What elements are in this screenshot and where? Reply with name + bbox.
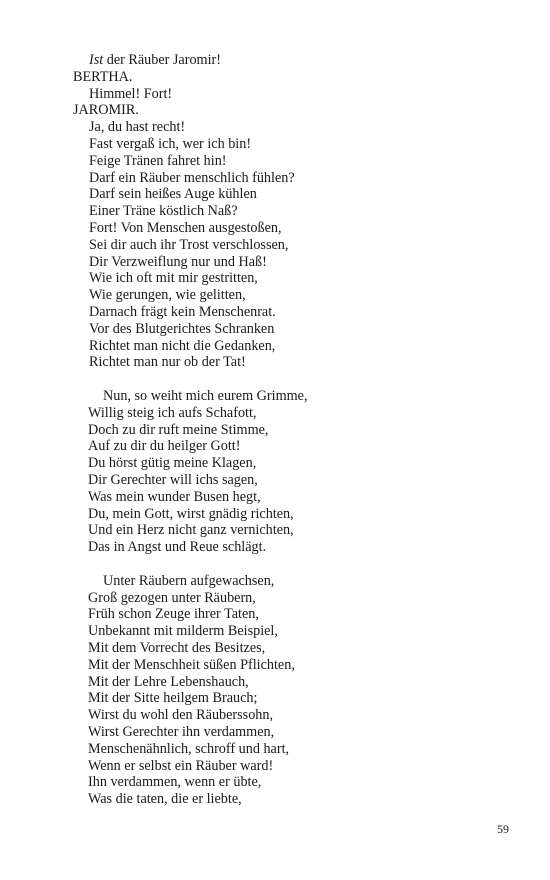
verse-line (88, 405, 256, 422)
line-text: Sei dir auch ihr Trost verschlossen, (89, 237, 289, 253)
line-text: Willig steig ich aufs Schafott, (88, 405, 257, 421)
line-text: Einer Träne köstlich Naß? (89, 203, 238, 219)
line-text: Himmel! Fort! (89, 86, 173, 102)
verse-line (88, 707, 273, 724)
line-text: Du, mein Gott, wirst gnädig richten, (88, 506, 294, 522)
line-text: Darnach frägt kein Menschenrat. (89, 304, 276, 320)
verse-line (89, 354, 246, 371)
verse-line (89, 86, 172, 103)
verse-line (89, 119, 185, 136)
verse-line (88, 791, 242, 808)
line-text: Wie ich oft mit mir gestritten, (89, 270, 258, 286)
verse-line (89, 52, 221, 69)
line-text: Groß gezogen unter Räubern, (88, 590, 256, 606)
verse-line (88, 741, 289, 758)
verse-line (89, 153, 227, 170)
line-text: Du hörst gütig meine Klagen, (88, 455, 257, 471)
verse-line (88, 422, 268, 439)
verse-line (88, 657, 295, 674)
verse-line (89, 136, 251, 153)
line-text: Vor des Blutgerichtes Schranken (89, 321, 275, 337)
line-text: Wenn er selbst ein Räuber ward! (88, 758, 274, 774)
verse-line (88, 724, 274, 741)
line-text: Wirst du wohl den Räuberssohn, (88, 707, 274, 723)
line-text: Unbekannt mit milderm Beispiel, (88, 623, 278, 639)
verse-line (88, 640, 265, 657)
line-text: Dir Gerechter will ichs sagen, (88, 472, 258, 488)
verse-line (88, 623, 278, 640)
line-text: Richtet man nicht die Gedanken, (89, 338, 276, 354)
line-text: Was die taten, die er liebte, (88, 791, 242, 807)
line-text: Darf ein Räuber menschlich fühlen? (89, 170, 295, 186)
line-text: Früh schon Zeuge ihrer Taten, (88, 606, 259, 622)
speaker-name (73, 69, 132, 86)
line-text: Unter Räubern aufgewachsen, (103, 573, 275, 589)
line-text: Dir Verzweiflung nur und Haß! (89, 254, 267, 270)
verse-line (88, 472, 258, 489)
verse-line (89, 287, 246, 304)
verse-line (89, 203, 238, 220)
line-text: Mit der Sitte heilgem Brauch; (88, 690, 258, 706)
verse-line (89, 338, 275, 355)
line-text: Mit der Lehre Lebenshauch, (88, 674, 249, 690)
verse-line (88, 455, 256, 472)
line-text: JAROMIR. (73, 102, 139, 118)
verse-line (89, 321, 274, 338)
verse-line (88, 539, 266, 556)
line-text: der Räuber Jaromir! (103, 52, 221, 68)
emphasized-word: Ist (89, 52, 104, 68)
verse-line (88, 606, 259, 623)
line-text: Nun, so weiht mich eurem Grimme, (103, 388, 308, 404)
verse-line (89, 170, 295, 187)
line-text: Richtet man nur ob der Tat! (89, 354, 246, 370)
line-text: Ihn verdammen, wenn er übte, (88, 774, 262, 790)
speaker-name (73, 102, 139, 119)
verse-line (88, 522, 294, 539)
line-text: BERTHA. (73, 69, 133, 85)
line-text: Wirst Gerechter ihn verdammen, (88, 724, 275, 740)
line-text: Mit dem Vorrecht des Besitzes, (88, 640, 266, 656)
line-text: Wie gerungen, wie gelitten, (89, 287, 246, 303)
verse-line (103, 573, 274, 590)
line-text: Darf sein heißes Auge kühlen (89, 186, 257, 202)
verse-line (88, 489, 261, 506)
page-number: 59 (497, 822, 509, 836)
line-text: Mit der Menschheit süßen Pflichten, (88, 657, 295, 673)
line-text: Auf zu dir du heilger Gott! (88, 438, 241, 454)
verse-line (89, 186, 257, 203)
verse-line (88, 506, 294, 523)
verse-line (88, 438, 240, 455)
line-text: Das in Angst und Reue schlägt. (88, 539, 267, 555)
verse-line (88, 774, 261, 791)
verse-line (88, 758, 273, 775)
verse-line (88, 590, 256, 607)
verse-line (89, 237, 288, 254)
line-text: Fast vergaß ich, wer ich bin! (89, 136, 252, 152)
line-text: Was mein wunder Busen hegt, (88, 489, 261, 505)
verse-line (89, 220, 282, 237)
line-text: Und ein Herz nicht ganz vernichten, (88, 522, 294, 538)
verse-line (89, 304, 276, 321)
verse-line (88, 674, 249, 691)
verse-line (89, 254, 267, 271)
verse-line (88, 690, 257, 707)
line-text: Menschenähnlich, schroff und hart, (88, 741, 290, 757)
line-text: Doch zu dir ruft meine Stimme, (88, 422, 269, 438)
verse-line (103, 388, 308, 405)
verse-line (89, 270, 258, 287)
line-text: Ja, du hast recht! (89, 119, 186, 135)
line-text: Fort! Von Menschen ausgestoßen, (89, 220, 282, 236)
line-text: Feige Tränen fahret hin! (89, 153, 227, 169)
